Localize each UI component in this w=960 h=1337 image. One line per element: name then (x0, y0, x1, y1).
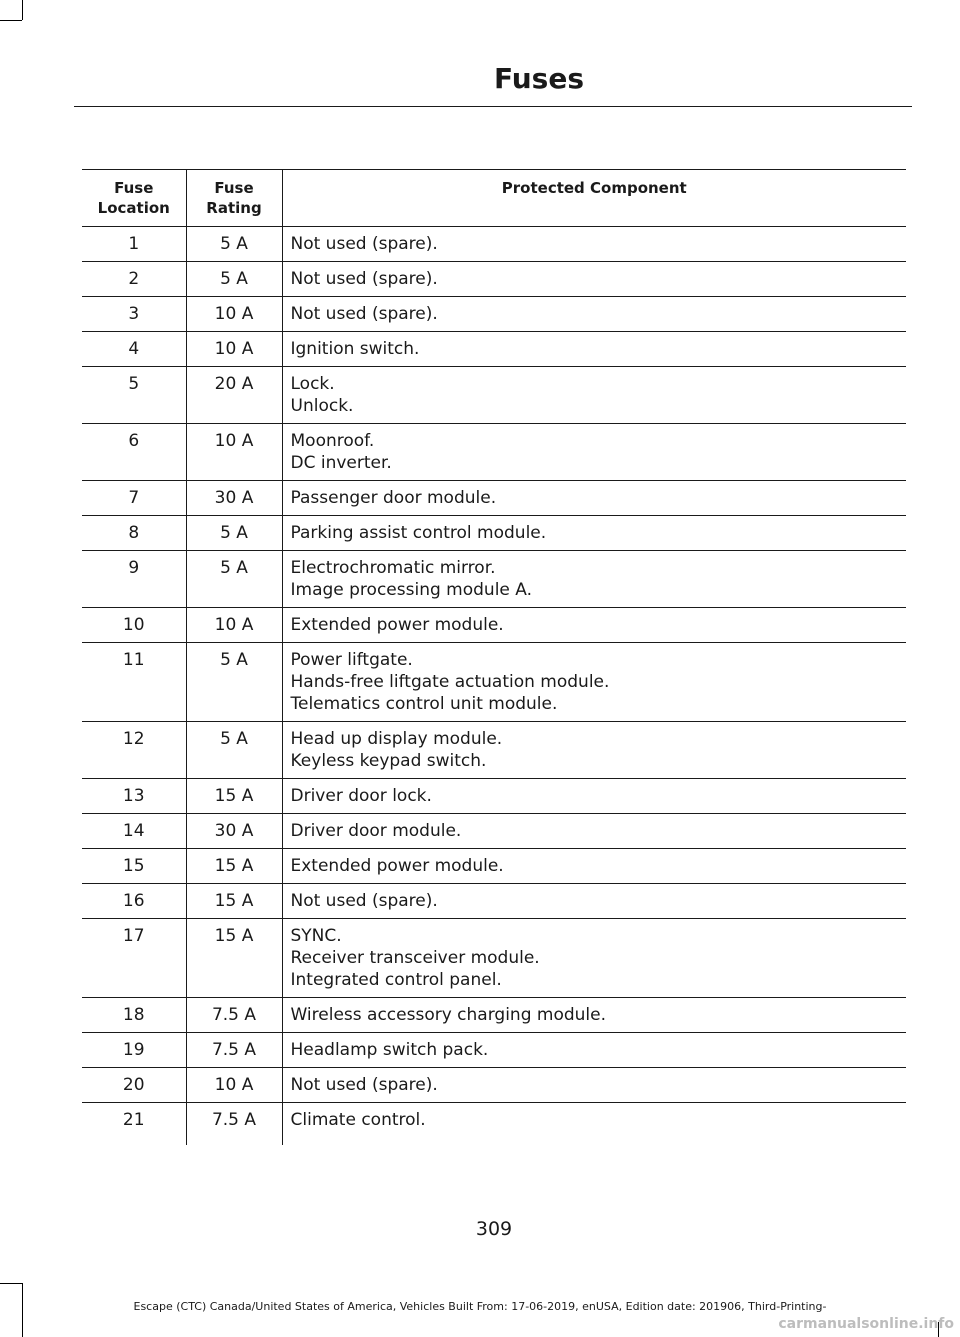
page-number: 309 (475, 1218, 513, 1240)
table-row (82, 227, 906, 262)
column-header-rating (186, 170, 282, 227)
table-row (82, 884, 906, 919)
fuse-location-cell: 17 (82, 919, 186, 998)
fuse-rating-cell: 5 A (186, 516, 282, 551)
fuse-rating-cell: 30 A (186, 814, 282, 849)
fuse-rating-cell: 7.5 A (186, 998, 282, 1033)
fuse-rating-cell: 5 A (186, 722, 282, 779)
protected-component-line: Parking assist control module. (290, 523, 547, 543)
protected-component-cell (282, 227, 906, 262)
protected-component-line: Receiver transceiver module. (290, 948, 540, 968)
crop-mark-top-left-horizontal (0, 20, 22, 21)
fuse-location-cell: 19 (82, 1033, 186, 1068)
table-row (82, 262, 906, 297)
protected-component-cell (282, 297, 906, 332)
fuse-location-cell: 5 (82, 367, 186, 424)
protected-component-line: Image processing module A. (290, 580, 533, 600)
protected-component-cell (282, 643, 906, 722)
protected-component-cell (282, 1068, 906, 1103)
fuse-rating-cell: 5 A (186, 227, 282, 262)
protected-component-cell (282, 1103, 906, 1146)
fuse-location-cell: 4 (82, 332, 186, 367)
protected-component-line: Electrochromatic mirror. (290, 558, 496, 578)
crop-mark-top-left-vertical (22, 0, 23, 20)
fuse-location-cell: 2 (82, 262, 186, 297)
protected-component-line: Not used (spare). (290, 234, 438, 254)
table-row (82, 779, 906, 814)
table-header-row (82, 170, 906, 227)
table-row (82, 424, 906, 481)
header-rule (74, 106, 912, 107)
fuse-rating-cell: 15 A (186, 849, 282, 884)
protected-component-cell (282, 998, 906, 1033)
protected-component-cell (282, 849, 906, 884)
protected-component-cell (282, 884, 906, 919)
fuse-location-cell: 21 (82, 1103, 186, 1146)
protected-component-cell (282, 608, 906, 643)
table-row (82, 1068, 906, 1103)
fuse-rating-cell: 7.5 A (186, 1033, 282, 1068)
protected-component-cell (282, 332, 906, 367)
table-row (82, 516, 906, 551)
protected-component-line: Head up display module. (290, 729, 503, 749)
fuse-rating-cell: 5 A (186, 551, 282, 608)
page-title: Fuses (494, 62, 584, 95)
table-row (82, 722, 906, 779)
protected-component-line: Lock. (290, 374, 335, 394)
protected-component-line: Telematics control unit module. (290, 694, 558, 714)
table-row (82, 643, 906, 722)
column-header-location-line: Fuse (114, 179, 154, 197)
column-header-rating-line: Rating (206, 199, 262, 217)
table-row (82, 551, 906, 608)
protected-component-line: Headlamp switch pack. (290, 1040, 489, 1060)
fuse-location-cell: 8 (82, 516, 186, 551)
fuse-rating-cell: 5 A (186, 262, 282, 297)
protected-component-line: Ignition switch. (290, 339, 420, 359)
fuse-location-cell: 15 (82, 849, 186, 884)
fuse-table (82, 169, 906, 1145)
protected-component-line: Not used (spare). (290, 1075, 438, 1095)
fuse-rating-cell: 10 A (186, 297, 282, 332)
fuse-rating-cell: 10 A (186, 332, 282, 367)
protected-component-line: Unlock. (290, 396, 354, 416)
protected-component-cell (282, 516, 906, 551)
column-header-rating-line: Fuse (214, 179, 254, 197)
fuse-location-cell: 6 (82, 424, 186, 481)
fuse-rating-cell: 7.5 A (186, 1103, 282, 1146)
protected-component-line: Integrated control panel. (290, 970, 502, 990)
table-row (82, 849, 906, 884)
protected-component-cell (282, 919, 906, 998)
fuse-location-cell: 11 (82, 643, 186, 722)
protected-component-line: Power liftgate. (290, 650, 413, 670)
protected-component-cell (282, 814, 906, 849)
protected-component-line: Not used (spare). (290, 269, 438, 289)
protected-component-line: Hands-free liftgate actuation module. (290, 672, 610, 692)
fuse-rating-cell: 15 A (186, 884, 282, 919)
fuse-rating-cell: 10 A (186, 424, 282, 481)
fuse-table-body (82, 227, 906, 1146)
table-row (82, 332, 906, 367)
fuse-rating-cell: 20 A (186, 367, 282, 424)
table-row (82, 814, 906, 849)
column-header-location (82, 170, 186, 227)
protected-component-cell (282, 779, 906, 814)
table-row (82, 998, 906, 1033)
watermark: carmanualsonline.info (778, 1316, 954, 1332)
fuse-location-cell: 16 (82, 884, 186, 919)
fuse-location-cell: 9 (82, 551, 186, 608)
column-header-component: Protected Component (282, 170, 906, 227)
table-row (82, 1103, 906, 1146)
fuse-location-cell: 13 (82, 779, 186, 814)
column-header-location-line: Location (97, 199, 170, 217)
protected-component-line: Moonroof. (290, 431, 375, 451)
fuse-location-cell: 3 (82, 297, 186, 332)
fuse-location-cell: 18 (82, 998, 186, 1033)
fuse-rating-cell: 15 A (186, 919, 282, 998)
protected-component-cell (282, 424, 906, 481)
protected-component-line: Passenger door module. (290, 488, 497, 508)
protected-component-cell (282, 481, 906, 516)
protected-component-line: Keyless keypad switch. (290, 751, 487, 771)
fuse-location-cell: 20 (82, 1068, 186, 1103)
protected-component-line: Wireless accessory charging module. (290, 1005, 606, 1025)
table-row (82, 1033, 906, 1068)
table-row (82, 608, 906, 643)
protected-component-line: Driver door lock. (290, 786, 432, 806)
crop-mark-bottom-left-horizontal (0, 1283, 22, 1284)
protected-component-line: Not used (spare). (290, 891, 438, 911)
protected-component-line: Extended power module. (290, 615, 504, 635)
fuse-rating-cell: 5 A (186, 643, 282, 722)
table-row (82, 481, 906, 516)
protected-component-line: Driver door module. (290, 821, 462, 841)
protected-component-cell (282, 262, 906, 297)
fuse-location-cell: 7 (82, 481, 186, 516)
fuse-location-cell: 12 (82, 722, 186, 779)
protected-component-cell (282, 367, 906, 424)
fuse-location-cell: 1 (82, 227, 186, 262)
fuse-rating-cell: 30 A (186, 481, 282, 516)
protected-component-cell (282, 722, 906, 779)
protected-component-line: DC inverter. (290, 453, 392, 473)
protected-component-cell (282, 551, 906, 608)
footer-text: Escape (CTC) Canada/United States of America, Vehicles Built From: 17-06-2019, enUSA, Edition date: 201906, Third-Printing- (133, 1300, 827, 1313)
table-row (82, 919, 906, 998)
fuse-rating-cell: 10 A (186, 1068, 282, 1103)
protected-component-cell (282, 1033, 906, 1068)
table-row (82, 367, 906, 424)
protected-component-line: Extended power module. (290, 856, 504, 876)
fuse-location-cell: 10 (82, 608, 186, 643)
fuse-location-cell: 14 (82, 814, 186, 849)
protected-component-line: Climate control. (290, 1110, 426, 1130)
fuse-rating-cell: 15 A (186, 779, 282, 814)
protected-component-line: SYNC. (290, 926, 342, 946)
table-row (82, 297, 906, 332)
fuse-rating-cell: 10 A (186, 608, 282, 643)
protected-component-line: Not used (spare). (290, 304, 438, 324)
